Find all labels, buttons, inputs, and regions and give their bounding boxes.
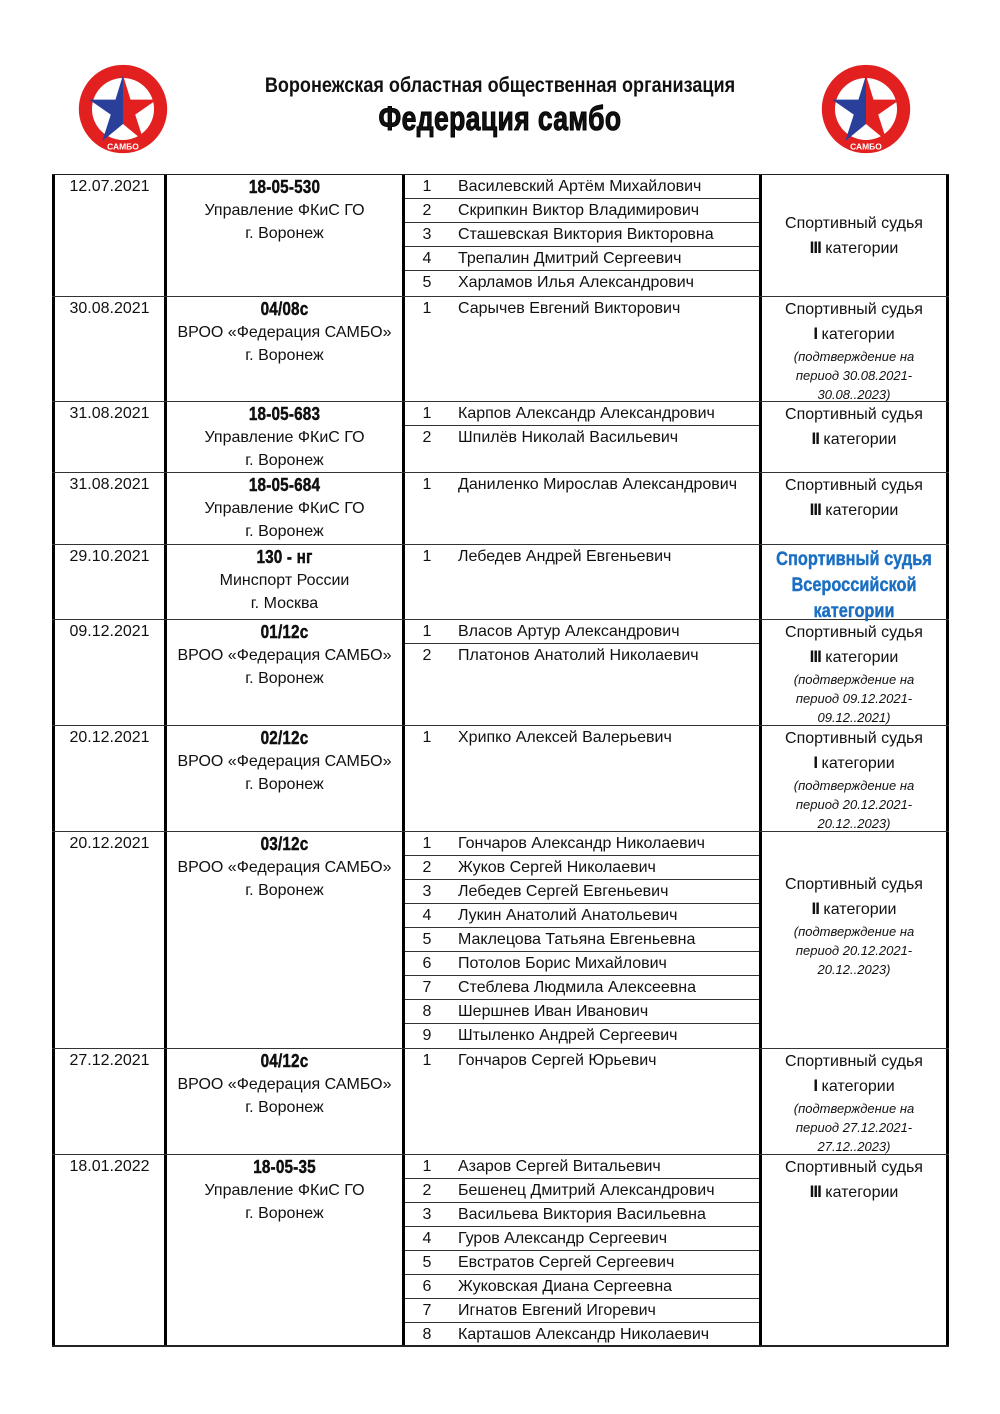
judge-number: 1 (422, 405, 432, 422)
judge-row (405, 297, 759, 321)
category-word: категории (821, 755, 895, 772)
order-number: 18-05-683 (248, 404, 321, 424)
category-roman-numeral: III (809, 647, 821, 666)
order-city: г. Воронеж (245, 1205, 324, 1222)
order-issuer: ВРОО «Федерация САМБО» (177, 1076, 392, 1093)
judge-name: Лебедев Андрей Евгеньевич (458, 548, 672, 565)
judge-row (405, 1227, 759, 1251)
judge-name: Бешенец Дмитрий Александрович (458, 1182, 715, 1199)
category-title: Спортивный судья (785, 1053, 923, 1070)
judge-number: 2 (422, 647, 432, 664)
judge-row (405, 904, 759, 928)
category-word: категории (825, 649, 899, 666)
judge-category (762, 1049, 949, 1154)
order-city: г. Воронеж (245, 882, 324, 899)
judge-number: 2 (422, 429, 432, 446)
judge-row (405, 1179, 759, 1203)
order-city: г. Воронеж (245, 452, 324, 469)
judge-number: 3 (422, 1206, 432, 1223)
judge-row (405, 426, 759, 450)
judge-name: Жуков Сергей Николаевич (458, 859, 656, 876)
judge-row (405, 620, 759, 644)
order-date: 12.07.2021 (52, 175, 167, 296)
order-document (167, 402, 405, 472)
category-roman-numeral: I (813, 324, 818, 343)
judge-row (405, 1251, 759, 1275)
judge-number: 6 (422, 1278, 432, 1295)
table-section (52, 175, 949, 297)
judge-name: Шпилёв Николай Васильевич (458, 429, 679, 446)
judge-name: Евстратов Сергей Сергеевич (458, 1254, 675, 1271)
order-number: 02/12с (260, 728, 309, 748)
order-issuer: ВРОО «Федерация САМБО» (177, 859, 392, 876)
category-title: Спортивный судья (785, 624, 923, 641)
order-issuer: Управление ФКиС ГО (204, 429, 365, 446)
order-document (167, 620, 405, 725)
category-confirmation-note: 20.12..2023) (817, 961, 891, 977)
table-section (52, 832, 949, 1049)
judge-category (762, 402, 949, 472)
order-document (167, 1049, 405, 1154)
category-roman-numeral: II (811, 429, 819, 448)
judge-number: 5 (422, 274, 432, 291)
judge-number: 1 (422, 300, 432, 317)
order-city: г. Воронеж (245, 347, 324, 364)
category-confirmation-note: период 20.12.2021- (795, 797, 913, 812)
judge-name: Карпов Александр Александрович (458, 405, 715, 422)
judge-name: Гончаров Сергей Юрьевич (458, 1052, 657, 1069)
order-document (167, 726, 405, 831)
judge-row (405, 1000, 759, 1024)
order-date: 18.01.2022 (52, 1155, 167, 1345)
order-number: 18-05-35 (253, 1157, 316, 1177)
judges-list (405, 1155, 762, 1345)
judge-name: Сташевская Виктория Викторовна (458, 226, 714, 243)
judge-number: 4 (422, 1230, 432, 1247)
judge-row (405, 545, 759, 569)
judge-name: Шершнев Иван Иванович (458, 1003, 649, 1020)
judge-row (405, 832, 759, 856)
judge-number: 2 (422, 1182, 432, 1199)
judge-name: Стеблева Людмила Алексеевна (458, 979, 696, 996)
judge-name: Азаров Сергей Витальевич (458, 1158, 661, 1175)
judges-list (405, 473, 762, 544)
judge-row (405, 1024, 759, 1048)
order-date: 20.12.2021 (52, 832, 167, 1048)
category-word: категории (825, 1184, 899, 1201)
judges-list (405, 1049, 762, 1154)
judge-row (405, 1155, 759, 1179)
judge-row (405, 1203, 759, 1227)
organization-name: Воронежская областная общественная организация (264, 74, 736, 97)
judge-name: Лукин Анатолий Анатольевич (458, 907, 678, 924)
category-roman-numeral: I (813, 753, 818, 772)
order-number: 04/12с (260, 1051, 309, 1071)
category-level (762, 1074, 946, 1099)
judge-number: 8 (422, 1326, 432, 1343)
judge-row (405, 1323, 759, 1347)
order-date: 20.12.2021 (52, 726, 167, 831)
order-date: 09.12.2021 (52, 620, 167, 725)
order-city: г. Воронеж (245, 225, 324, 242)
category-word: категории (825, 502, 899, 519)
logo-text: САМБО (107, 141, 139, 152)
page-title: Федерация самбо (378, 100, 622, 138)
category-level (762, 236, 946, 261)
category-confirmation-note: (подтверждение на (793, 349, 915, 364)
order-issuer: Управление ФКиС ГО (204, 202, 365, 219)
judge-row (405, 928, 759, 952)
order-document (167, 1155, 405, 1345)
judge-number: 5 (422, 1254, 432, 1271)
order-number: 03/12с (260, 834, 309, 854)
judge-number: 2 (422, 202, 432, 219)
judge-name: Даниленко Мирослав Александрович (458, 476, 738, 493)
category-confirmation-note: период 30.08.2021- (795, 368, 913, 383)
order-number: 130 - нг (256, 547, 313, 567)
order-issuer: Минспорт России (219, 572, 350, 589)
judge-number: 1 (422, 729, 432, 746)
order-document (167, 473, 405, 544)
judge-number: 4 (422, 250, 432, 267)
judge-name: Василевский Артём Михайлович (458, 178, 702, 195)
judge-name: Карташов Александр Николаевич (458, 1326, 710, 1343)
judge-name: Хрипко Алексей Валерьевич (458, 729, 672, 746)
category-title: Спортивный судья (785, 730, 923, 747)
judge-category (762, 832, 949, 1048)
judge-row (405, 402, 759, 426)
judges-list (405, 620, 762, 725)
category-title: Спортивный судья (785, 406, 923, 423)
judge-row (405, 271, 759, 295)
order-city: г. Воронеж (245, 523, 324, 540)
judge-number: 5 (422, 931, 432, 948)
order-document (167, 297, 405, 401)
judge-category (762, 175, 949, 296)
judges-list (405, 402, 762, 472)
order-issuer: Управление ФКиС ГО (204, 1182, 365, 1199)
judge-number: 4 (422, 907, 432, 924)
judge-row (405, 856, 759, 880)
order-city: г. Воронеж (245, 776, 324, 793)
category-word: категории (821, 1078, 895, 1095)
judge-row (405, 1049, 759, 1073)
order-city: г. Воронеж (245, 1099, 324, 1116)
judge-name: Гончаров Александр Николаевич (458, 835, 705, 852)
judge-row (405, 199, 759, 223)
judge-category (762, 297, 949, 401)
judge-row (405, 473, 759, 497)
category-roman-numeral: II (811, 898, 819, 918)
category-level (762, 427, 946, 452)
judge-name: Власов Артур Александрович (458, 623, 680, 640)
judge-number: 1 (422, 835, 432, 852)
table-section (52, 620, 949, 726)
judge-name: Лебедев Сергей Евгеньевич (458, 883, 669, 900)
order-city: г. Москва (250, 595, 319, 612)
judge-number: 2 (422, 859, 432, 876)
logo-text: САМБО (850, 141, 882, 152)
category-confirmation-note: 20.12..2023) (817, 816, 891, 831)
category-confirmation-note: 27.12..2023) (817, 1139, 891, 1154)
judge-row (405, 1275, 759, 1299)
table-section (52, 1155, 949, 1345)
category-level (762, 645, 946, 670)
judge-row (405, 1299, 759, 1323)
category-roman-numeral: III (809, 237, 821, 257)
category-confirmation-note: (подтверждение на (793, 778, 915, 793)
category-title: Спортивный судья (785, 214, 923, 232)
judge-name: Сарычев Евгений Викторович (458, 300, 681, 317)
judge-name: Харламов Илья Александрович (458, 274, 695, 291)
category-roman-numeral: I (813, 1076, 818, 1095)
judge-row (405, 976, 759, 1000)
judge-category (762, 726, 949, 831)
judges-list (405, 832, 762, 1048)
category-confirmation-note: 30.08..2023) (817, 387, 891, 402)
order-date: 31.08.2021 (52, 402, 167, 472)
order-date: 31.08.2021 (52, 473, 167, 544)
judge-number: 1 (422, 1158, 432, 1175)
order-number: 04/08с (260, 299, 309, 319)
judge-name: Потолов Борис Михайлович (458, 955, 667, 972)
judge-row (405, 247, 759, 271)
judge-number: 1 (422, 1052, 432, 1069)
category-confirmation-note: период 09.12.2021- (795, 691, 913, 706)
order-document (167, 545, 405, 619)
order-issuer: ВРОО «Федерация САМБО» (177, 647, 392, 664)
order-issuer: Управление ФКиС ГО (204, 500, 365, 517)
judge-number: 3 (422, 226, 432, 243)
order-number: 01/12с (260, 622, 309, 642)
order-issuer: ВРОО «Федерация САМБО» (177, 324, 392, 341)
category-confirmation-note: (подтверждение на (793, 923, 915, 939)
category-word: категории (825, 239, 899, 257)
judge-name: Васильева Виктория Васильевна (458, 1206, 706, 1223)
category-level (762, 322, 946, 347)
judge-category (762, 545, 949, 622)
category-highlight-text: категории (813, 601, 895, 622)
judge-row (405, 726, 759, 750)
judges-table (52, 174, 949, 1347)
judge-category (762, 1155, 949, 1345)
judge-number: 7 (422, 1302, 432, 1319)
category-confirmation-note: период 20.12.2021- (795, 942, 913, 958)
order-date: 30.08.2021 (52, 297, 167, 401)
category-title: Спортивный судья (785, 477, 923, 494)
category-word: категории (821, 326, 895, 343)
judge-number: 6 (422, 955, 432, 972)
judge-name: Трепалин Дмитрий Сергеевич (458, 250, 682, 267)
table-section (52, 545, 949, 620)
judge-category (762, 620, 949, 725)
category-level (762, 751, 946, 776)
judge-number: 3 (422, 883, 432, 900)
judges-list (405, 297, 762, 401)
table-section (52, 1049, 949, 1155)
order-city: г. Воронеж (245, 670, 324, 687)
category-level (762, 498, 946, 523)
category-confirmation-note: (подтверждение на (793, 672, 915, 687)
category-word: категории (823, 900, 897, 918)
judge-row (405, 175, 759, 199)
judge-number: 1 (422, 623, 432, 640)
table-section (52, 297, 949, 402)
category-confirmation-note: период 27.12.2021- (795, 1120, 913, 1135)
judge-row (405, 952, 759, 976)
order-number: 18-05-684 (248, 475, 321, 495)
category-highlight-text: Спортивный судья (776, 549, 932, 570)
judge-number: 8 (422, 1003, 432, 1020)
order-date: 29.10.2021 (52, 545, 167, 619)
judge-number: 9 (422, 1027, 432, 1044)
category-roman-numeral: III (809, 1182, 821, 1201)
judge-name: Гуров Александр Сергеевич (458, 1230, 668, 1247)
judge-name: Игнатов Евгений Игоревич (458, 1302, 656, 1319)
category-title: Спортивный судья (785, 875, 923, 893)
category-level (762, 897, 946, 922)
category-level (762, 1180, 946, 1205)
category-word: категории (823, 431, 897, 448)
judge-number: 1 (422, 476, 432, 493)
category-title: Спортивный судья (785, 1159, 923, 1176)
table-section (52, 473, 949, 545)
order-document (167, 832, 405, 1048)
judges-list (405, 175, 762, 296)
judge-category (762, 473, 949, 544)
judge-number: 7 (422, 979, 432, 996)
category-confirmation-note: 09.12..2021) (817, 710, 891, 725)
judge-row (405, 223, 759, 247)
category-roman-numeral: III (809, 500, 821, 519)
judge-number: 1 (422, 178, 432, 195)
category-title: Спортивный судья (785, 301, 923, 318)
order-date: 27.12.2021 (52, 1049, 167, 1154)
table-section (52, 726, 949, 832)
judge-name: Платонов Анатолий Николаевич (458, 647, 699, 664)
judge-name: Штыленко Андрей Сергеевич (458, 1027, 678, 1044)
judge-row (405, 644, 759, 668)
table-section (52, 402, 949, 473)
category-confirmation-note: (подтверждение на (793, 1101, 915, 1116)
judge-row (405, 880, 759, 904)
order-number: 18-05-530 (248, 177, 321, 197)
judge-name: Маклецова Татьяна Евгеньевна (458, 931, 696, 948)
order-document (167, 175, 405, 296)
judge-name: Скрипкин Виктор Владимирович (458, 202, 700, 219)
order-issuer: ВРОО «Федерация САМБО» (177, 753, 392, 770)
judge-number: 1 (422, 548, 432, 565)
judge-name: Жуковская Диана Сергеевна (458, 1278, 673, 1295)
judges-list (405, 545, 762, 619)
category-highlight-text: Всероссийской (791, 575, 917, 596)
judges-list (405, 726, 762, 831)
